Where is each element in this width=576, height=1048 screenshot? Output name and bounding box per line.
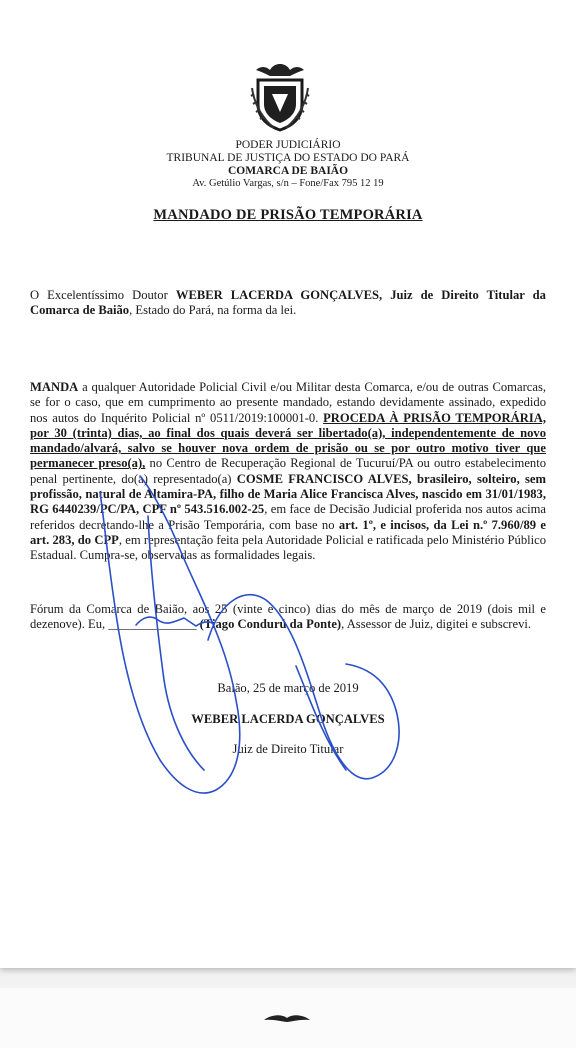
order-text-1: a qualquer Autoridade Policial Civil e/ou Militar desta Comarca, e/ou de outras Comarcas, se for o caso, que em cumprimento ao presente mandado, estando devidamente assinado, expedido nos autos do Inquérito Policial nº 0511/2019:100001-0. (30, 380, 546, 425)
order-text-4: , em representação feita pela Autoridade Policial e ratificada pelo Ministério Público Estadual. Cumpra-se, observadas as formalidades legais. (30, 532, 547, 563)
intro-judge-name: WEBER LACERDA GONÇALVES, Juiz de Direito Titular da Comarca de Baião (30, 288, 546, 318)
order-text-2: no Centro de Recuperação Regional de Tucuruí/PA ou outro estabelecimento penal pertinente, do(a) representado(a) (30, 456, 546, 486)
date-line: Baião, 25 de março de 2019 (217, 681, 359, 695)
order-text-3: , em face de Decisão Judicial proferida nos autos acima referidos decretando-lhe a Prisão Temporária, com base no (30, 502, 547, 532)
next-page-edge (0, 988, 576, 1048)
closing-clerk-name: (Tiago Condurú da Ponte) (196, 617, 342, 632)
signatory-role: Juiz de Direito Titular (232, 742, 344, 756)
order-defendant: COSME FRANCISCO ALVES, brasileiro, solteiro, sem profissão, natural de Altamira-PA, filho de Maria Alice Francisca Alves, nascido em 31/01/1983, RG 6440239/PC/PA, CPF nº 543.516.002-25 (30, 471, 546, 517)
intro-text-1: O Excelentíssimo Doutor (30, 288, 176, 302)
coat-of-arms-icon (248, 58, 312, 134)
header-judiciary: PODER JUDICIÁRIO (235, 139, 341, 151)
order-paragraph (30, 380, 546, 564)
header-district: COMARCA DE BAIÃO (227, 165, 349, 177)
intro-text-2: , Estado do Pará, na forma da lei. (129, 303, 297, 318)
closing-paragraph (30, 602, 546, 633)
order-manda: MANDA (30, 380, 79, 394)
closing-text-2: , Assessor de Juiz, digitei e subscrevi. (341, 617, 532, 632)
order-legal-basis: art. 1º, e incisos, da Lei n.º 7.960/89 e art. 283, do CPP (30, 517, 546, 547)
intro-paragraph (30, 288, 546, 319)
closing-signature-blank: ______________ (108, 617, 197, 632)
header-court: TRIBUNAL DE JUSTIÇA DO ESTADO DO PARÁ (166, 152, 410, 164)
header-address: Av. Getúlio Vargas, s/n – Fone/Fax 795 12 19 (192, 178, 384, 189)
order-arrest-clause: PROCEDA À PRISÃO TEMPORÁRIA, por 30 (trinta) dias, ao final dos quais deverá ser libertado(a), independentemente de novo mandado/alvará, salvo se houver nova ordem de prisão ou se por outro motivo tiver que permanecer preso(a), (30, 410, 546, 471)
closing-text-1: Fórum da Comarca de Baião, aos 25 (vinte e cinco) dias do mês de março de 2019 (dois mil e dezenove). Eu, (30, 602, 546, 632)
next-page-emblem-icon (262, 1014, 312, 1024)
signatory-name: WEBER LACERDA GONÇALVES (191, 712, 385, 726)
document-title: MANDADO DE PRISÃO TEMPORÁRIA (153, 207, 423, 223)
